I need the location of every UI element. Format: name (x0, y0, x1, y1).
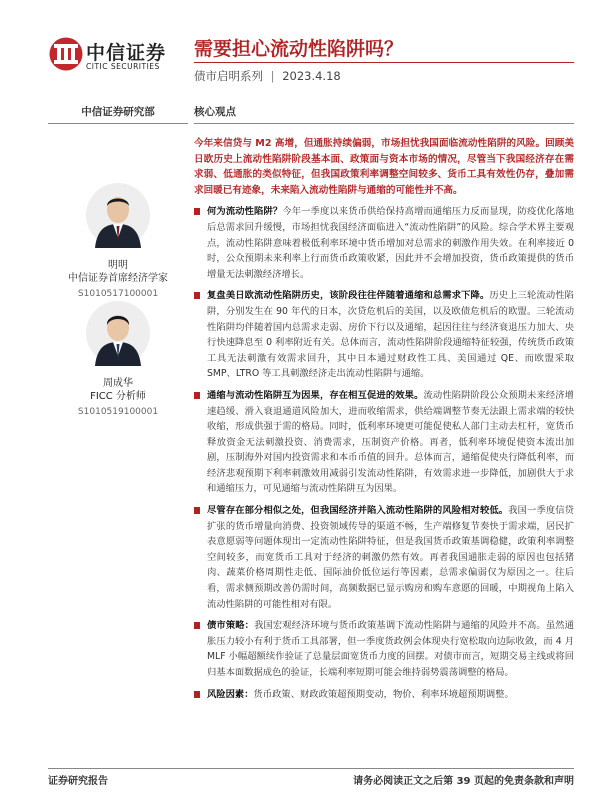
logo-english-text: CITIC SECURITIES (86, 62, 160, 71)
analyst-license-id: S1010519100001 (77, 406, 159, 417)
bullet-paragraph (194, 288, 574, 382)
bullet-square-icon (194, 622, 200, 629)
title-divider (194, 62, 574, 63)
series-separator: | (270, 69, 275, 83)
research-dept-label: 中信证券研究部 (48, 104, 188, 124)
bullet-body: 货币政策、财政政策超预期变动，物价、利率环境超预期调整。 (253, 688, 514, 700)
section-heading: 核心观点 (194, 104, 574, 124)
analyst-license-id: S1010517100001 (77, 288, 159, 299)
bullet-paragraph (194, 503, 574, 612)
bullet-paragraph (194, 618, 574, 680)
report-date: 2023.4.18 (282, 69, 341, 83)
bullet-paragraph (194, 388, 574, 497)
bullet-heading: 复盘美日欧流动性陷阱历史，该阶段往往伴随着通缩和总需求下降。 (207, 290, 490, 302)
series-name: 债市启明系列 (194, 69, 263, 83)
bullet-heading: 债市策略： (207, 620, 255, 632)
bullet-heading: 何为流动性陷阱？ (207, 206, 283, 218)
analyst-title: FICC 分析师 (90, 391, 146, 402)
citic-logo (48, 34, 188, 84)
bullet-heading: 风险因素： (207, 688, 254, 700)
bullet-paragraph (194, 204, 574, 282)
footer-report-label: 证券研究报告 (48, 776, 108, 787)
bullet-body: 流动性陷阱阶段公众预期未来经济增速趋缓、滑入衰退通道风险加大，进而收缩需求，供给端调整节奏无法跟上需求端的较快收缩，形成供强于需的格局。同时，低利率环境更可能促使私人部门主动去杠杆，宽货币释放资金无法刺激投资、消费需求，压制资产价格。再者，低利率环境促使资本流出加剧，压制海外对国内投资需求和本币币值的回升。总体而言，通缩促使央行降低利率，而经济悲观预期下利率刺激效用减弱引发流动性陷阱，有效需求进一步降低，加剧供大于求和通缩压力，可见通缩与流动性陷阱互为因果。 (207, 389, 574, 495)
analyst-name: 明明 (108, 260, 128, 271)
citic-logo-mark-icon (48, 36, 84, 72)
footer-disclaimer-note: 请务必阅读正文之后第 39 页起的免责条款和声明 (353, 776, 574, 787)
analyst-photo-icon (85, 182, 151, 248)
bullet-heading: 通缩与流动性陷阱互为因果，存在相互促进的效果。 (207, 389, 424, 401)
bullet-square-icon (194, 691, 200, 698)
page-footer (48, 768, 574, 789)
analyst-card (48, 300, 188, 417)
report-title: 需要担心流动性陷阱吗？ (194, 38, 404, 60)
report-header (0, 0, 600, 96)
analyst-photo-icon (85, 300, 151, 366)
bullet-square-icon (194, 292, 200, 299)
bullet-body: 今年一季度以来货币供给保持高增而通缩压力反而显现，防疫优化落地后总需求回升缓慢，市场担忧我国经济面临进入“流动性陷阱”的风险。综合学术界主要观点，流动性陷阱意味着极低利率环境中货币增加对总需求的刺激作用失效。在利率接近 0 时，公众预期未来利率上行而货币政策收紧，因此并不会增加投资，货币政策提供的货币增量无法刺激经济增长。 (207, 206, 574, 280)
analyst-name: 周成华 (103, 378, 133, 389)
bullet-heading: 尽管存在部分相似之处，但我国经济并陷入流动性陷阱的风险相对较低。 (207, 505, 509, 517)
bullet-body: 历史上三轮流动性陷阱，分别发生在 90 年代的日本，次贷危机后的美国，以及欧债危机后的欧盟。三轮流动性陷阱均伴随着国内总需求走弱、房价下行以及通缩，起因往往与经济衰退压力加大、央行快速降息至 0 利率附近有关。总体而言，流动性陷阱阶段通缩特征较强，传统货币政策工具无法刺激有效需求回升，其中日本通过财政性工具、美国通过 QE、而欧盟采取 SMP、LTRO 等工具刺激经济走出流动性陷阱与通缩。 (207, 290, 574, 380)
analyst-card (48, 182, 188, 299)
core-views-section (194, 104, 574, 702)
bullet-body: 我国宏观经济环境与货币政策基调下流动性陷阱与通缩的风险并不高。虽然通胀压力较小有利于货币工具部署，但一季度货政例会体现央行宽松取向边际收敛，而 4 月 MLF 小幅超额续作验证了总量层面宽货币力度的回摆。对债市而言，短期交易主线或将回归基本面数据成色的验证，长端利率短期可能会维持弱势震荡调整的格局。 (207, 620, 574, 678)
summary-paragraph: 今年来信贷与 M2 高增，但通胀持续偏弱，市场担忧我国面临流动性陷阱的风险。回顾美日欧历史上流动性陷阱阶段基本面、政策面与资本市场的情况，尽管当下我国经济存在需求弱、低通胀的类似特征，但我国政策利率调整空间较多、货币工具有效性仍存，叠加需求回暖已有迹象，未来陷入流动性陷阱与通缩的可能性并不高。 (194, 138, 574, 196)
analyst-title: 中信证券首席经济学家 (68, 273, 168, 284)
bullet-square-icon (194, 392, 200, 399)
series-info (194, 68, 341, 84)
bullet-paragraph (194, 687, 574, 703)
analyst-sidebar (48, 104, 188, 417)
bullet-body: 我国一季度信贷扩张的货币增量向消费、投资领域传导的渠道不畅，生产端修复节奏快于需求端，居民扩表意愿弱等问题体现出一定流动性陷阱特征，但是我国货币政策基调稳健，政策利率调整空间较多，而宽货币工具对于经济的刺激仍然有效。再者我国通胀走弱的原因也包括猪肉、蔬菜价格周期性走低、国际油价低位运行等因素，总需求偏弱仅为原因之一。往后看，需求侧预期改善仍需时间，高频数据已显示购房和购车意愿的回暖，中期视角上陷入流动性陷阱的可能性相对有限。 (207, 505, 574, 610)
bullet-square-icon (194, 507, 200, 514)
logo-chinese-text: 中信证券 (86, 42, 167, 64)
bullet-square-icon (194, 208, 200, 215)
